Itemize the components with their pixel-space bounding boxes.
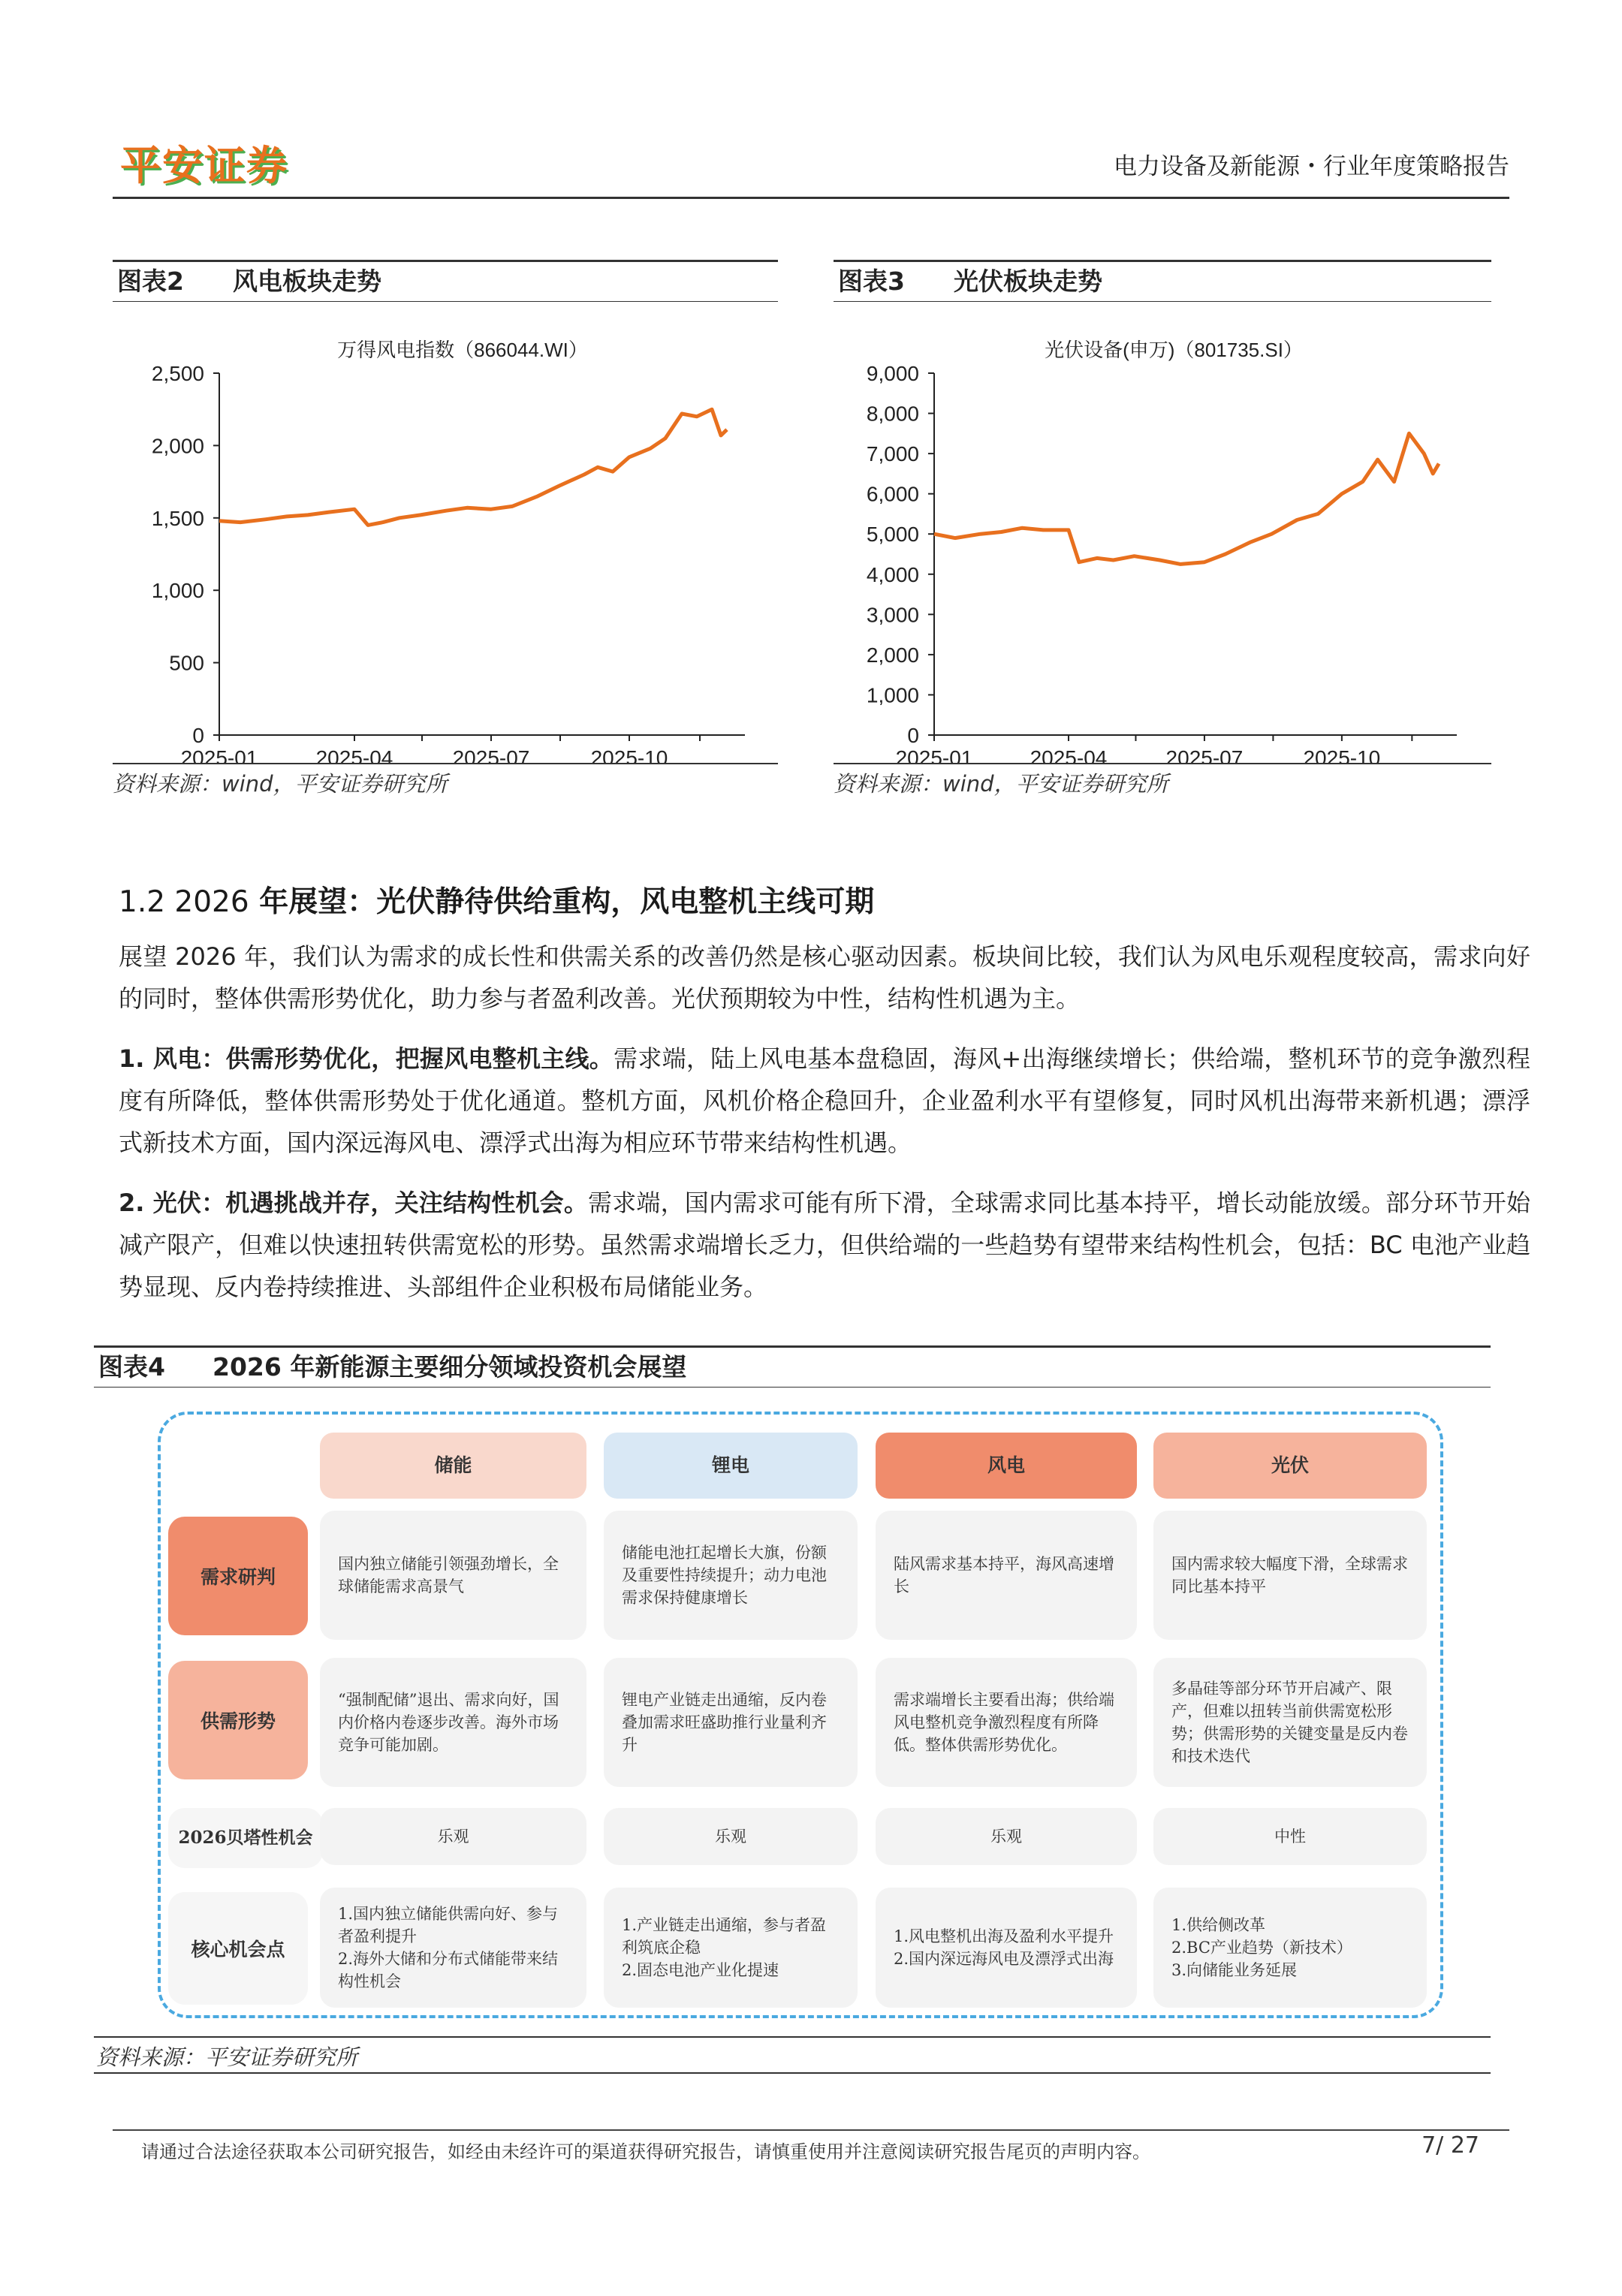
figure-3-source: 资料来源：wind，平安证券研究所 [834,771,1168,797]
row-header-supply: 供需形势 [168,1661,308,1779]
paragraph-1: 展望 2026 年，我们认为需求的成长性和供需关系的改善仍然是核心驱动因素。板块间比较，我们认为风电乐观程度较高，需求向好的同时，整体供需形势优化，助力参与者盈利改善。光伏预期较为中性，结构性机遇为主。 [119,942,1530,1013]
cell-demand-storage: 国内独立储能引领强劲增长，全球储能需求高景气 [320,1511,586,1640]
y-tick-label: 7,000 [866,442,919,466]
row-header-beta: 2026贝塔性机会 [168,1808,323,1868]
figure-4-source: 资料来源：平安证券研究所 [96,2044,358,2070]
paragraph-2-body: 需求端，陆上风电基本盘稳固，海风+出海继续增长；供给端，整机环节的竞争激烈程度有所降低，整体供需形势处于优化通道。整机方面，风机价格企稳回升，企业盈利水平有望修复，同时风机出海带来新机遇；漂浮式新技术方面，国内深远海风电、漂浮式出海为相应环节带来结构性机遇。 [119,1044,1530,1157]
x-tick-label: 2025-04 [1030,746,1108,763]
figure-2-title: 风电板块走势 [233,267,381,296]
x-tick-label: 2025-07 [452,746,530,763]
row-header-core: 核心机会点 [168,1892,308,2005]
x-tick-label: 2025-04 [315,746,393,763]
y-tick-label: 4,000 [866,562,919,586]
column-header-wind: 风电 [876,1433,1137,1499]
figure-4-top-rule [94,2036,1491,2038]
figure-4-title: 2026 年新能源主要细分领域投资机会展望 [213,1352,687,1382]
y-tick-label: 0 [192,724,204,747]
cell-core-lithium: 1.产业链走出通缩，参与者盈利筑底企稳 2.固态电池产业化提速 [604,1888,858,2008]
y-tick-label: 5,000 [866,523,919,547]
y-tick-label: 8,000 [866,402,919,426]
figure-3 [834,260,1491,798]
figure-3-number: 图表3 [838,267,905,296]
paragraph-3 [119,1182,1530,1308]
wind-index-chart [113,302,778,763]
cell-supply-pv: 多晶硅等部分环节开启减产、限产，但难以扭转当前供需宽松形势；供需形势的关键变量是反内卷和技术迭代 [1153,1658,1427,1787]
y-tick-label: 1,500 [151,506,204,530]
y-tick-label: 500 [169,651,204,675]
pv-index-chart [834,302,1491,763]
paragraph-3-lead: 2. 光伏：机遇挑战并存，关注结构性机会。 [119,1189,589,1217]
cell-core-wind: 1.风电整机出海及盈利水平提升 2.国内深远海风电及漂浮式出海 [876,1888,1137,2008]
y-tick-label: 9,000 [866,362,919,385]
y-tick-label: 2,500 [151,362,204,385]
y-tick-label: 1,000 [151,579,204,603]
figure-2 [113,260,778,798]
section-title [119,878,874,921]
paragraph-2 [119,1038,1530,1164]
x-tick-label: 2025-01 [895,746,973,763]
figure-3-chart-box [834,302,1491,764]
cell-supply-wind: 需求端增长主要看出海；供给端风电整机竞争激烈程度有所降低。整体供需形势优化。 [876,1658,1137,1787]
company-logo: 平安证券 [120,142,288,189]
y-tick-label: 1,000 [866,683,919,707]
section-number: 1.2 2026 [119,885,249,919]
figure-2-number: 图表2 [117,267,184,296]
footer-divider [113,2129,1509,2131]
header-divider [113,197,1509,199]
series-line [219,409,727,525]
figure-2-source: 资料来源：wind，平安证券研究所 [113,771,448,797]
x-tick-label: 2025-10 [590,746,668,763]
figure-4-bottom-rule [94,2072,1491,2074]
figure-2-title-bar [113,260,778,302]
figure-2-chart-box [113,302,778,764]
y-tick-label: 2,000 [866,643,919,667]
cell-demand-wind: 陆风需求基本持平，海风高速增长 [876,1511,1137,1640]
y-tick-label: 3,000 [866,603,919,627]
footer-disclaimer: 请通过合法途径获取本公司研究报告，如经由未经许可的渠道获得研究报告，请慎重使用并注意阅读研究报告尾页的声明内容。 [141,2141,1150,2162]
x-tick-label: 2025-01 [180,746,258,763]
figure-3-title-bar [834,260,1491,302]
series-legend: 光伏设备(申万)（801735.SI） [1045,339,1303,361]
cell-core-storage: 1.国内独立储能供需向好、参与者盈利提升 2.海外大储和分布式储能带来结构性机会 [320,1888,586,2008]
y-tick-label: 6,000 [866,482,919,506]
series-line [934,433,1439,564]
cell-demand-lithium: 储能电池扛起增长大旗，份额及重要性持续提升；动力电池需求保持健康增长 [604,1511,858,1640]
paragraph-2-lead: 1. 风电：供需形势优化，把握风电整机主线。 [119,1044,614,1073]
cell-beta-lithium: 乐观 [604,1808,858,1865]
column-header-pv: 光伏 [1153,1433,1427,1499]
figure-3-title: 光伏板块走势 [954,267,1102,296]
page-number: 7/ 27 [1422,2132,1479,2159]
series-legend: 万得风电指数（866044.WI） [337,339,588,361]
figure-4-title-bar [94,1345,1491,1388]
x-tick-label: 2025-10 [1303,746,1381,763]
cell-supply-lithium: 锂电产业链走出通缩，反内卷叠加需求旺盛助推行业量利齐升 [604,1658,858,1787]
figure-4-number: 图表4 [98,1352,165,1382]
y-tick-label: 0 [907,724,919,747]
section-heading: 年展望：光伏静待供给重构，风电整机主线可期 [259,885,875,919]
cell-supply-storage: “强制配储”退出、需求向好，国内价格内卷逐步改善。海外市场竞争可能加剧。 [320,1658,586,1787]
cell-beta-storage: 乐观 [320,1808,586,1865]
report-type: 电力设备及新能源・行业年度策略报告 [1114,153,1509,180]
paragraph-3-body: 需求端，国内需求可能有所下滑，全球需求同比基本持平，增长动能放缓。部分环节开始减产限产，但难以快速扭转供需宽松的形势。虽然需求端增长乏力，但供给端的一些趋势有望带来结构性机会，包括：BC 电池产业趋势显现、反内卷持续推进、头部组件企业积极布局储能业务。 [119,1189,1530,1301]
cell-beta-wind: 乐观 [876,1808,1137,1865]
row-header-demand: 需求研判 [168,1517,308,1635]
cell-core-pv: 1.供给侧改革 2.BC产业趋势（新技术） 3.向储能业务延展 [1153,1888,1427,2008]
cell-demand-pv: 国内需求较大幅度下滑，全球需求同比基本持平 [1153,1511,1427,1640]
y-tick-label: 2,000 [151,434,204,458]
column-header-lithium: 锂电 [604,1433,858,1499]
column-header-storage: 储能 [320,1433,586,1499]
cell-beta-pv: 中性 [1153,1808,1427,1865]
x-tick-label: 2025-07 [1165,746,1244,763]
